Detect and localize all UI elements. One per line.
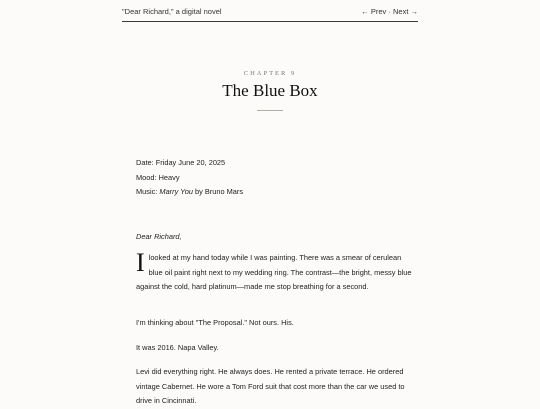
chapter-title: The Blue Box <box>222 81 318 100</box>
chapter-content <box>136 156 416 405</box>
drop-cap: I <box>136 248 145 277</box>
chapter-nav <box>361 7 418 16</box>
site-title[interactable]: "Dear Richard," a digital novel <box>122 7 222 16</box>
next-link[interactable]: Next → <box>392 7 418 16</box>
prev-link[interactable]: ← Prev <box>361 7 387 16</box>
paragraph-3: It was 2016. Napa Valley. <box>136 343 219 352</box>
title-divider <box>257 110 283 111</box>
entry-music <box>136 185 416 200</box>
song-title: Marry You <box>159 187 193 196</box>
paragraph-2: I'm thinking about "The Proposal." Not ours. His. <box>136 318 294 327</box>
paragraph-1-text: looked at my hand today while I was painting. There was a smear of cerulean blue oil paint right next to my wedding ring. The contrast—the bright, messy blue against the cold, hard platinum—made me stop breathing for a second. <box>136 253 412 291</box>
paragraph-1 <box>136 248 416 295</box>
chapter-number: CHAPTER 9 <box>243 70 297 77</box>
entry-mood: Mood: Heavy <box>136 172 180 182</box>
top-bar <box>122 0 418 22</box>
music-artist: by Bruno Mars <box>192 187 244 196</box>
music-prefix: Music: <box>136 187 160 196</box>
paragraph-4: Levi did everything right. He always does. He rented a private terrace. He ordered vintage Cabernet. He wore a Tom Ford suit that cost more than the car we used to drive in Cincinnati. <box>136 367 405 405</box>
entry-date: Date: Friday June 20, 2025 <box>136 158 226 167</box>
entry-meta <box>136 156 416 200</box>
salutation: Dear Richard, <box>136 232 182 241</box>
nav-separator: · <box>388 7 391 16</box>
